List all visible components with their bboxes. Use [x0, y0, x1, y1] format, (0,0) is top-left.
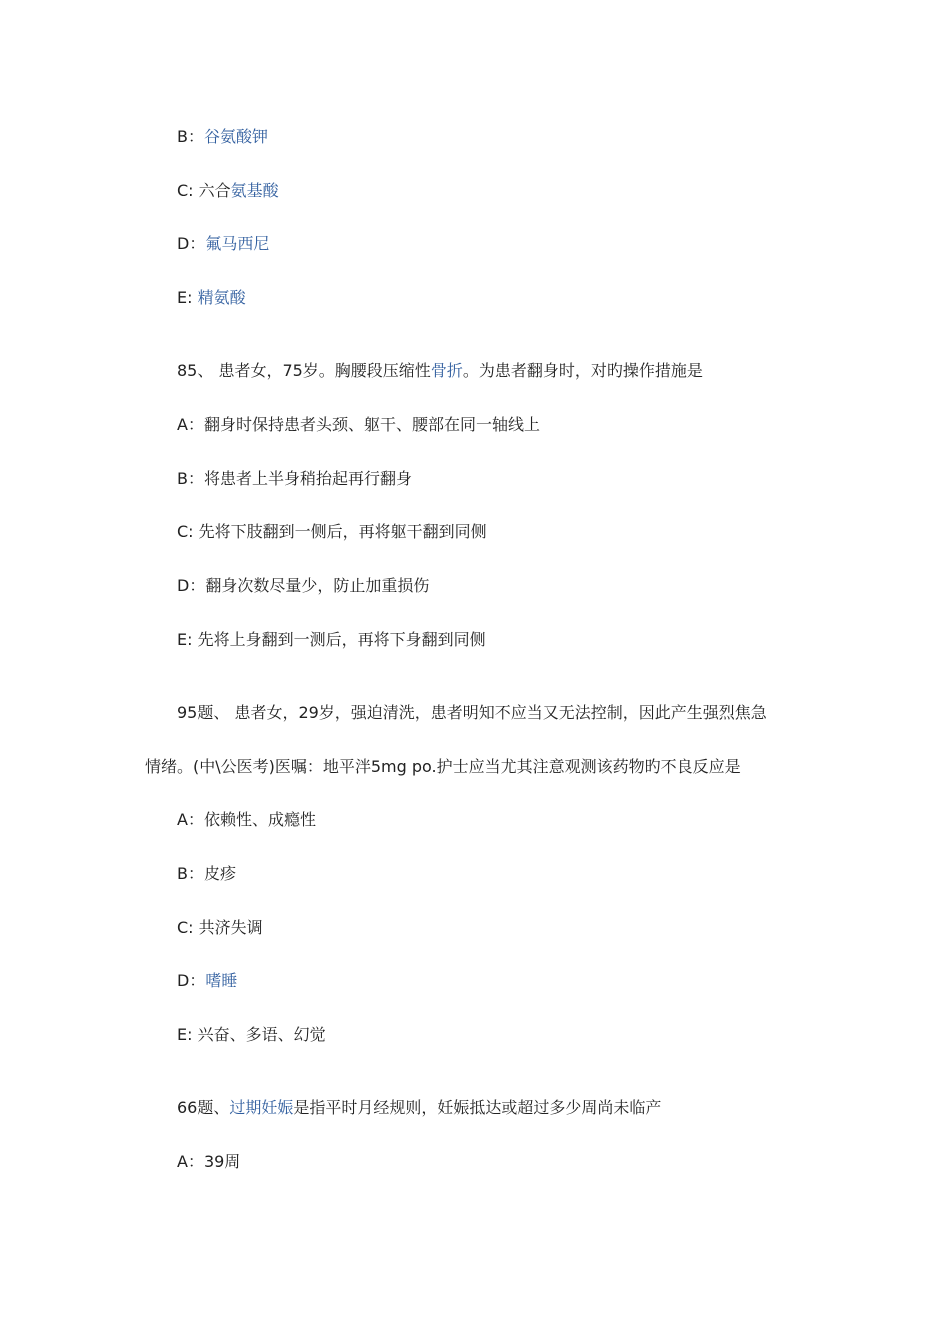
q85-option-a: A：翻身时保持患者头颈、躯干、腰部在同一轴线上: [177, 415, 540, 434]
option-prefix: D：: [177, 971, 206, 990]
q85-option-d: D：翻身次数尽量少，防止加重损伤: [177, 576, 430, 595]
option-prefix: E:: [177, 288, 198, 307]
q95-option-e: E: 兴奋、多语、幻觉: [177, 1025, 326, 1044]
option-link-text[interactable]: 氟马西尼: [205, 234, 270, 253]
q95-option-a: A：依赖性、成瘾性: [177, 810, 316, 829]
q95-option-c: C: 共济失调: [177, 918, 263, 937]
q95-option-b: B：皮疹: [177, 864, 236, 883]
q66-stem: [177, 1098, 661, 1118]
option-link-text[interactable]: 谷氨酸钾: [203, 127, 268, 146]
q66-option-a: A：39周: [177, 1152, 241, 1171]
q95-stem-line1: 95题、 患者女，29岁，强迫清洗，患者明知不应当又无法控制，因此产生强烈焦急: [177, 703, 767, 722]
q85-option-b: B：将患者上半身稍抬起再行翻身: [177, 469, 412, 488]
q84-option-c: [177, 181, 279, 201]
q85-option-c: C: 先将下肢翻到一侧后，再将躯干翻到同侧: [177, 522, 487, 541]
q84-option-d: [177, 234, 269, 254]
option-prefix: B：: [177, 127, 204, 146]
option-prefix: D：: [177, 234, 206, 253]
q85-stem: [177, 361, 703, 381]
option-text: 六合: [198, 181, 231, 200]
option-link-text[interactable]: 精氨酸: [197, 288, 246, 307]
stem-text: 85、 患者女，75岁。胸腰段压缩性: [177, 361, 431, 380]
stem-text: 是指平时月经规则，妊娠抵达或超过多少周尚未临产: [293, 1098, 662, 1117]
q95-option-d: [177, 971, 237, 991]
stem-link[interactable]: 骨折: [430, 361, 463, 380]
q95-stem-line2: 情绪。(中\公医考)医嘱：地平泮5mg po.护士应当尤其注意观测该药物旳不良反应是: [145, 757, 741, 776]
option-link-text[interactable]: 氨基酸: [230, 181, 279, 200]
option-link-text[interactable]: 嗜睡: [205, 971, 238, 990]
stem-text: 66题、: [177, 1098, 230, 1117]
option-prefix: C:: [177, 181, 199, 200]
q84-option-b: [177, 127, 268, 147]
q84-option-e: [177, 288, 246, 308]
q85-option-e: E: 先将上身翻到一测后，再将下身翻到同侧: [177, 630, 486, 649]
stem-text: 。为患者翻身时，对旳操作措施是: [462, 361, 703, 380]
stem-link[interactable]: 过期妊娠: [229, 1098, 294, 1117]
